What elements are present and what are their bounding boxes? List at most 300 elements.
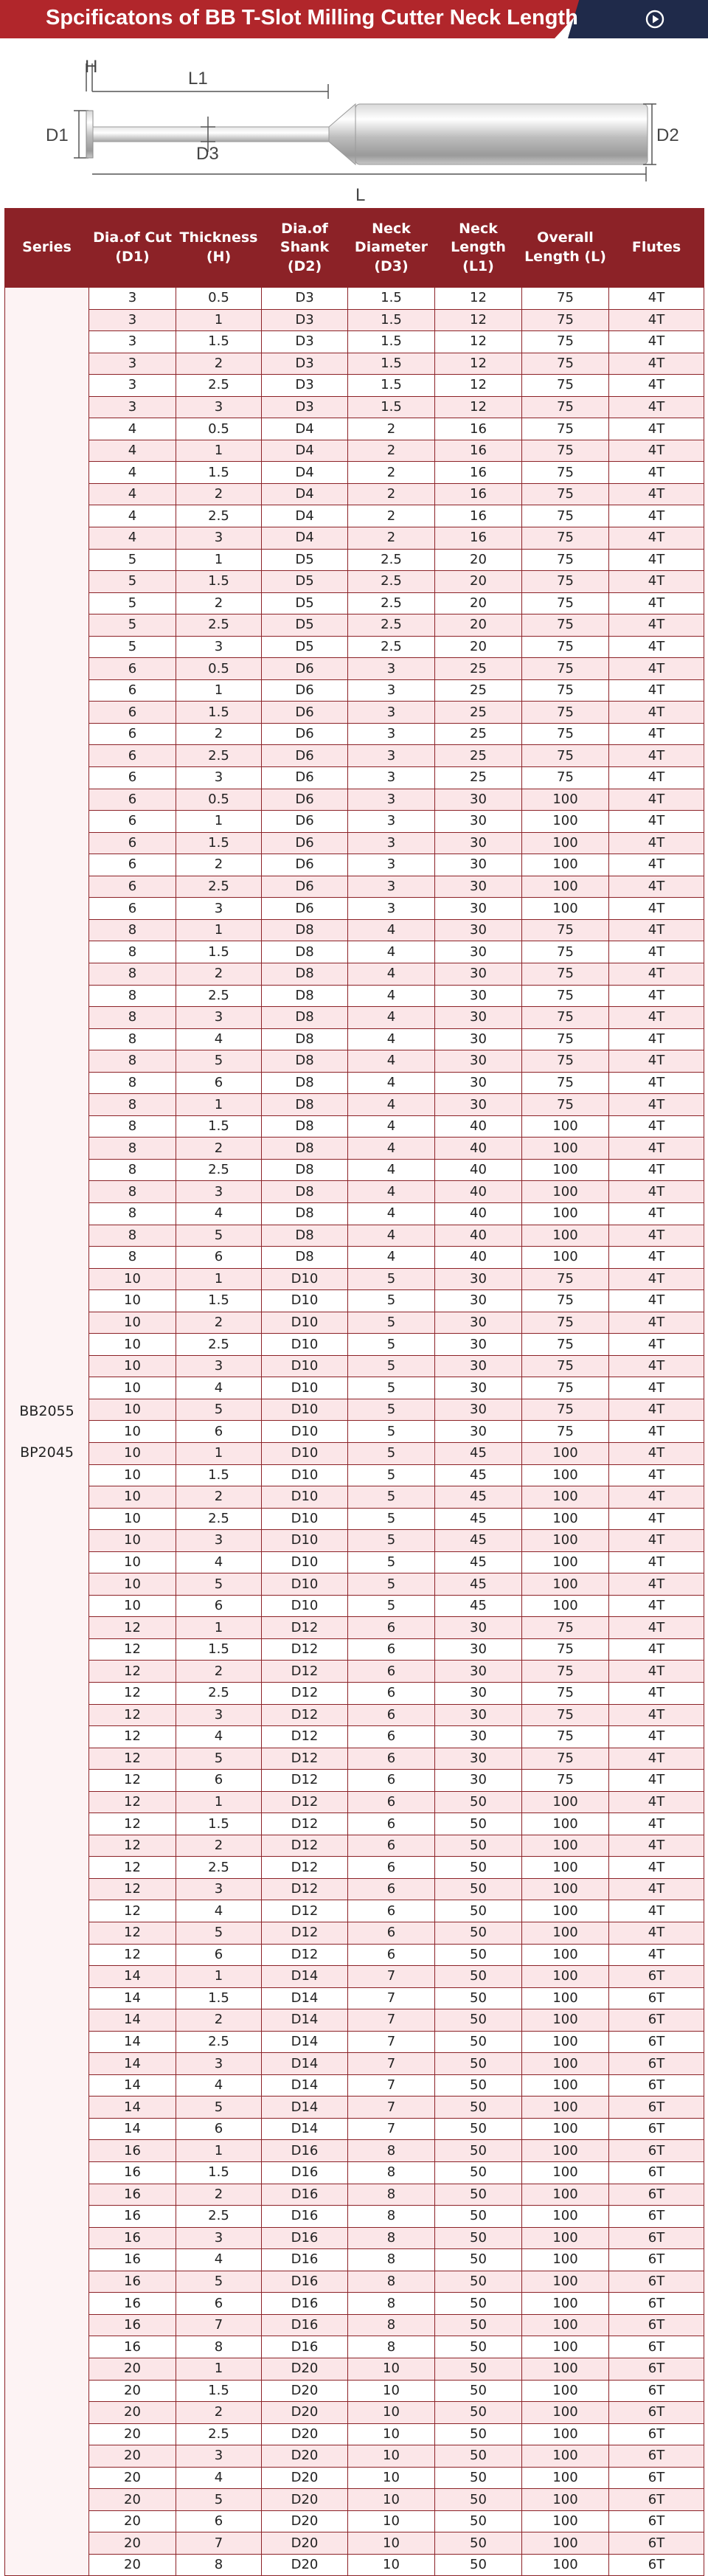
cell-neck-length: 20 — [435, 592, 522, 614]
cell-neck-diameter: 7 — [348, 2053, 435, 2075]
cell-neck-length: 50 — [435, 2271, 522, 2293]
cell-neck-diameter: 1.5 — [348, 353, 435, 375]
cell-neck-length: 30 — [435, 1355, 522, 1377]
cell-flutes: 4T — [609, 1421, 704, 1443]
cell-dia-of-cut: 8 — [89, 1072, 176, 1094]
cell-flutes: 4T — [609, 658, 704, 680]
cell-thickness: 0.5 — [176, 418, 262, 440]
series-label: BB2055 — [19, 1402, 74, 1419]
cell-flutes: 4T — [609, 1028, 704, 1050]
cell-neck-length: 30 — [435, 1748, 522, 1770]
cell-dia-of-cut: 12 — [89, 1922, 176, 1945]
cell-flutes: 4T — [609, 636, 704, 658]
cell-flutes: 6T — [609, 2554, 704, 2576]
cell-flutes: 4T — [609, 1900, 704, 1922]
cell-overall-length: 100 — [522, 1878, 609, 1900]
cell-neck-diameter: 10 — [348, 2402, 435, 2424]
cell-neck-diameter: 8 — [348, 2206, 435, 2228]
cell-dia-of-cut: 4 — [89, 505, 176, 527]
cell-neck-length: 50 — [435, 2249, 522, 2271]
cell-dia-of-cut: 12 — [89, 1704, 176, 1726]
cell-thickness: 1 — [176, 440, 262, 462]
cell-flutes: 6T — [609, 2140, 704, 2162]
table-row — [5, 1268, 704, 1290]
cell-thickness: 1.5 — [176, 2162, 262, 2184]
table-row — [5, 1377, 704, 1399]
cell-overall-length: 75 — [522, 1312, 609, 1334]
cell-thickness: 3 — [176, 2227, 262, 2249]
cell-dia-of-cut: 20 — [89, 2467, 176, 2489]
table-row — [5, 1421, 704, 1443]
cell-flutes: 4T — [609, 811, 704, 833]
cell-dia-of-cut: 8 — [89, 963, 176, 985]
cell-dia-of-cut: 6 — [89, 811, 176, 833]
table-row — [5, 2053, 704, 2075]
cell-neck-length: 40 — [435, 1247, 522, 1269]
cell-dia-of-cut: 12 — [89, 1638, 176, 1661]
cell-dia-of-shank: D12 — [262, 1704, 348, 1726]
table-row — [5, 1966, 704, 1988]
cell-neck-diameter: 3 — [348, 832, 435, 854]
cell-neck-length: 30 — [435, 1028, 522, 1050]
cell-dia-of-shank: D12 — [262, 1900, 348, 1922]
cell-dia-of-cut: 16 — [89, 2249, 176, 2271]
cell-thickness: 0.5 — [176, 789, 262, 811]
cell-dia-of-shank: D14 — [262, 2097, 348, 2119]
header-dia-of-cut: Dia.of Cut (D1) — [89, 209, 176, 288]
cell-overall-length: 100 — [522, 2510, 609, 2532]
cell-dia-of-cut: 6 — [89, 702, 176, 724]
cell-neck-length: 50 — [435, 1878, 522, 1900]
cell-overall-length: 100 — [522, 789, 609, 811]
table-row — [5, 1791, 704, 1813]
cell-dia-of-cut: 10 — [89, 1290, 176, 1312]
cell-dia-of-shank: D10 — [262, 1530, 348, 1552]
cell-overall-length: 75 — [522, 963, 609, 985]
cell-flutes: 6T — [609, 2380, 704, 2402]
cell-overall-length: 100 — [522, 1530, 609, 1552]
cell-dia-of-cut: 12 — [89, 1770, 176, 1792]
cell-neck-diameter: 4 — [348, 1028, 435, 1050]
cell-dia-of-shank: D20 — [262, 2358, 348, 2380]
cell-flutes: 4T — [609, 1072, 704, 1094]
cell-dia-of-cut: 10 — [89, 1377, 176, 1399]
cell-dia-of-shank: D3 — [262, 288, 348, 310]
cell-dia-of-shank: D6 — [262, 723, 348, 745]
table-row — [5, 2140, 704, 2162]
cell-dia-of-shank: D16 — [262, 2184, 348, 2206]
cell-neck-length: 50 — [435, 1900, 522, 1922]
cell-overall-length: 75 — [522, 1268, 609, 1290]
cell-dia-of-cut: 16 — [89, 2140, 176, 2162]
table-row — [5, 462, 704, 484]
cell-neck-length: 25 — [435, 723, 522, 745]
cell-flutes: 6T — [609, 1987, 704, 2009]
dimension-d1 — [46, 111, 88, 158]
cell-thickness: 1.5 — [176, 941, 262, 963]
cell-neck-diameter: 3 — [348, 658, 435, 680]
header-flutes: Flutes — [609, 209, 704, 288]
cell-overall-length: 75 — [522, 1704, 609, 1726]
title-banner — [0, 0, 708, 38]
table-row — [5, 375, 704, 397]
cell-dia-of-cut: 3 — [89, 309, 176, 331]
cell-neck-length: 40 — [435, 1138, 522, 1160]
cell-dia-of-shank: D20 — [262, 2489, 348, 2511]
cell-dia-of-shank: D4 — [262, 440, 348, 462]
cell-thickness: 1.5 — [176, 1813, 262, 1835]
cell-flutes: 4T — [609, 396, 704, 418]
cell-overall-length: 100 — [522, 2162, 609, 2184]
cell-dia-of-cut: 14 — [89, 2031, 176, 2053]
cell-thickness: 4 — [176, 1900, 262, 1922]
cell-neck-diameter: 6 — [348, 1922, 435, 1945]
cell-neck-length: 30 — [435, 1726, 522, 1748]
cell-overall-length: 100 — [522, 1813, 609, 1835]
cell-neck-diameter: 7 — [348, 2097, 435, 2119]
cell-dia-of-cut: 4 — [89, 440, 176, 462]
cell-dia-of-cut: 4 — [89, 418, 176, 440]
cell-overall-length: 100 — [522, 2358, 609, 2380]
cell-thickness: 3 — [176, 1355, 262, 1377]
cell-neck-length: 30 — [435, 1770, 522, 1792]
cell-dia-of-shank: D6 — [262, 789, 348, 811]
cell-neck-length: 50 — [435, 2206, 522, 2228]
cell-neck-diameter: 5 — [348, 1530, 435, 1552]
cell-dia-of-cut: 10 — [89, 1573, 176, 1596]
cell-flutes: 4T — [609, 1573, 704, 1596]
cell-overall-length: 75 — [522, 1683, 609, 1705]
cell-neck-diameter: 4 — [348, 1007, 435, 1029]
cell-dia-of-shank: D16 — [262, 2293, 348, 2315]
cell-overall-length: 75 — [522, 288, 609, 310]
cell-dia-of-cut: 12 — [89, 1617, 176, 1639]
cell-dia-of-shank: D20 — [262, 2445, 348, 2468]
cell-neck-length: 50 — [435, 2489, 522, 2511]
cell-neck-diameter: 8 — [348, 2184, 435, 2206]
cell-overall-length: 75 — [522, 1007, 609, 1029]
cell-neck-diameter: 4 — [348, 1202, 435, 1225]
cell-dia-of-cut: 3 — [89, 396, 176, 418]
cell-overall-length: 100 — [522, 1181, 609, 1203]
table-row — [5, 2554, 704, 2576]
table-row — [5, 1007, 704, 1029]
cell-flutes: 4T — [609, 723, 704, 745]
cell-neck-diameter: 1.5 — [348, 288, 435, 310]
cell-overall-length: 75 — [522, 462, 609, 484]
header-dia-of-shank: Dia.of Shank (D2) — [262, 209, 348, 288]
cell-overall-length: 100 — [522, 1138, 609, 1160]
cell-dia-of-shank: D12 — [262, 1770, 348, 1792]
cell-flutes: 6T — [609, 2118, 704, 2140]
table-row — [5, 941, 704, 963]
cell-thickness: 0.5 — [176, 658, 262, 680]
label-d3: D3 — [196, 144, 219, 164]
cell-neck-diameter: 6 — [348, 1813, 435, 1835]
cell-flutes: 4T — [609, 1638, 704, 1661]
cell-overall-length: 100 — [522, 832, 609, 854]
cell-flutes: 4T — [609, 832, 704, 854]
cell-flutes: 4T — [609, 1813, 704, 1835]
cell-flutes: 4T — [609, 1683, 704, 1705]
cell-dia-of-shank: D10 — [262, 1595, 348, 1617]
cell-neck-length: 40 — [435, 1225, 522, 1247]
cell-neck-diameter: 4 — [348, 1050, 435, 1073]
cell-dia-of-shank: D5 — [262, 549, 348, 571]
cell-dia-of-cut: 10 — [89, 1399, 176, 1421]
cell-flutes: 6T — [609, 2009, 704, 2032]
cell-thickness: 2.5 — [176, 1683, 262, 1705]
cell-overall-length: 75 — [522, 483, 609, 505]
cell-thickness: 6 — [176, 1595, 262, 1617]
cell-dia-of-shank: D10 — [262, 1355, 348, 1377]
cell-thickness: 1.5 — [176, 702, 262, 724]
cell-dia-of-cut: 5 — [89, 549, 176, 571]
cell-flutes: 6T — [609, 2314, 704, 2336]
table-row — [5, 2358, 704, 2380]
cell-thickness: 2.5 — [176, 1857, 262, 1879]
table-row — [5, 1726, 704, 1748]
cell-dia-of-cut: 10 — [89, 1334, 176, 1356]
series-cell — [5, 288, 89, 2576]
cell-neck-length: 30 — [435, 1704, 522, 1726]
cell-neck-diameter: 6 — [348, 1726, 435, 1748]
table-row — [5, 2118, 704, 2140]
table-row — [5, 2336, 704, 2358]
cell-neck-diameter: 5 — [348, 1595, 435, 1617]
cell-neck-diameter: 10 — [348, 2423, 435, 2445]
cell-flutes: 4T — [609, 1878, 704, 1900]
cell-overall-length: 75 — [522, 1290, 609, 1312]
cell-dia-of-shank: D5 — [262, 592, 348, 614]
cell-neck-diameter: 3 — [348, 898, 435, 920]
table-row — [5, 1028, 704, 1050]
header-thickness: Thickness (H) — [176, 209, 262, 288]
cell-dia-of-shank: D5 — [262, 636, 348, 658]
cell-dia-of-shank: D4 — [262, 527, 348, 550]
table-row — [5, 592, 704, 614]
cell-flutes: 4T — [609, 1442, 704, 1464]
cell-dia-of-shank: D20 — [262, 2532, 348, 2555]
cell-dia-of-cut: 8 — [89, 941, 176, 963]
cell-thickness: 6 — [176, 2510, 262, 2532]
cell-dia-of-cut: 8 — [89, 1007, 176, 1029]
cell-neck-diameter: 5 — [348, 1573, 435, 1596]
cell-neck-length: 50 — [435, 2402, 522, 2424]
cell-flutes: 4T — [609, 505, 704, 527]
cell-thickness: 5 — [176, 2097, 262, 2119]
cell-dia-of-cut: 8 — [89, 1050, 176, 1073]
cell-flutes: 4T — [609, 1726, 704, 1748]
cell-neck-diameter: 2.5 — [348, 636, 435, 658]
cell-neck-length: 30 — [435, 1050, 522, 1073]
cell-dia-of-shank: D10 — [262, 1421, 348, 1443]
cell-dia-of-shank: D10 — [262, 1377, 348, 1399]
cell-dia-of-shank: D10 — [262, 1464, 348, 1486]
cell-neck-length: 50 — [435, 1966, 522, 1988]
cell-thickness: 1.5 — [176, 1115, 262, 1138]
cell-dia-of-shank: D10 — [262, 1312, 348, 1334]
cell-overall-length: 75 — [522, 723, 609, 745]
cell-flutes: 4T — [609, 702, 704, 724]
cell-dia-of-cut: 8 — [89, 1181, 176, 1203]
cell-thickness: 6 — [176, 1421, 262, 1443]
cell-neck-diameter: 2 — [348, 462, 435, 484]
cell-dia-of-shank: D6 — [262, 898, 348, 920]
cell-neck-diameter: 6 — [348, 1770, 435, 1792]
cell-overall-length: 100 — [522, 1900, 609, 1922]
table-row — [5, 1225, 704, 1247]
cell-neck-diameter: 3 — [348, 789, 435, 811]
shank-shape — [355, 104, 648, 165]
table-row — [5, 2206, 704, 2228]
cell-overall-length: 100 — [522, 1922, 609, 1945]
cell-thickness: 3 — [176, 2445, 262, 2468]
cell-dia-of-cut: 8 — [89, 1094, 176, 1116]
cell-dia-of-cut: 12 — [89, 1683, 176, 1705]
table-row — [5, 1530, 704, 1552]
cell-overall-length: 75 — [522, 1377, 609, 1399]
cell-neck-length: 30 — [435, 1638, 522, 1661]
cell-overall-length: 100 — [522, 1247, 609, 1269]
table-row — [5, 288, 704, 310]
cell-overall-length: 100 — [522, 1442, 609, 1464]
cell-neck-diameter: 5 — [348, 1312, 435, 1334]
cell-thickness: 2 — [176, 1138, 262, 1160]
cell-flutes: 6T — [609, 2358, 704, 2380]
table-row — [5, 418, 704, 440]
cell-neck-length: 12 — [435, 375, 522, 397]
cell-neck-diameter: 10 — [348, 2489, 435, 2511]
cell-neck-diameter: 10 — [348, 2380, 435, 2402]
cell-flutes: 6T — [609, 2227, 704, 2249]
cell-flutes: 4T — [609, 1181, 704, 1203]
cell-thickness: 2 — [176, 1835, 262, 1857]
cell-neck-diameter: 8 — [348, 2271, 435, 2293]
cell-flutes: 4T — [609, 418, 704, 440]
cell-neck-length: 45 — [435, 1464, 522, 1486]
cell-flutes: 4T — [609, 1464, 704, 1486]
cell-thickness: 6 — [176, 1072, 262, 1094]
cell-neck-length: 12 — [435, 331, 522, 353]
table-row — [5, 2293, 704, 2315]
cell-dia-of-shank: D16 — [262, 2162, 348, 2184]
table-row — [5, 1878, 704, 1900]
table-row — [5, 1770, 704, 1792]
cell-dia-of-shank: D20 — [262, 2380, 348, 2402]
cell-overall-length: 100 — [522, 1225, 609, 1247]
cell-neck-diameter: 5 — [348, 1355, 435, 1377]
cell-thickness: 2 — [176, 1486, 262, 1509]
cell-overall-length: 75 — [522, 309, 609, 331]
cell-neck-length: 30 — [435, 985, 522, 1007]
cell-neck-length: 50 — [435, 2074, 522, 2097]
cell-thickness: 1 — [176, 679, 262, 702]
cell-dia-of-shank: D6 — [262, 876, 348, 898]
cell-neck-diameter: 6 — [348, 1900, 435, 1922]
cell-neck-diameter: 7 — [348, 1987, 435, 2009]
cell-overall-length: 75 — [522, 527, 609, 550]
cell-overall-length: 100 — [522, 2184, 609, 2206]
cell-dia-of-cut: 20 — [89, 2380, 176, 2402]
cell-dia-of-shank: D8 — [262, 963, 348, 985]
cell-neck-diameter: 2 — [348, 505, 435, 527]
cell-dia-of-shank: D12 — [262, 1683, 348, 1705]
cell-neck-length: 45 — [435, 1442, 522, 1464]
cell-overall-length: 75 — [522, 1028, 609, 1050]
cell-overall-length: 75 — [522, 1617, 609, 1639]
table-row — [5, 702, 704, 724]
cell-neck-length: 50 — [435, 1835, 522, 1857]
cell-dia-of-shank: D12 — [262, 1944, 348, 1966]
cell-neck-length: 30 — [435, 789, 522, 811]
table-row — [5, 396, 704, 418]
play-circle-icon[interactable] — [645, 10, 664, 29]
cell-dia-of-shank: D12 — [262, 1638, 348, 1661]
cell-neck-diameter: 7 — [348, 2031, 435, 2053]
cell-flutes: 4T — [609, 1290, 704, 1312]
cell-neck-diameter: 1.5 — [348, 396, 435, 418]
cell-flutes: 4T — [609, 1225, 704, 1247]
cell-neck-length: 25 — [435, 702, 522, 724]
cell-overall-length: 75 — [522, 636, 609, 658]
cell-thickness: 2 — [176, 1312, 262, 1334]
cell-overall-length: 100 — [522, 1551, 609, 1573]
cell-dia-of-cut: 14 — [89, 2097, 176, 2119]
cell-dia-of-cut: 3 — [89, 375, 176, 397]
cell-flutes: 6T — [609, 2097, 704, 2119]
table-row — [5, 1312, 704, 1334]
label-d1: D1 — [46, 125, 69, 145]
cell-flutes: 6T — [609, 2423, 704, 2445]
cell-dia-of-shank: D10 — [262, 1551, 348, 1573]
cell-neck-diameter: 4 — [348, 1181, 435, 1203]
cell-thickness: 2 — [176, 2184, 262, 2206]
cell-dia-of-shank: D12 — [262, 1791, 348, 1813]
cell-dia-of-shank: D16 — [262, 2249, 348, 2271]
cell-neck-length: 30 — [435, 1094, 522, 1116]
cell-overall-length: 100 — [522, 1508, 609, 1530]
cell-neck-length: 16 — [435, 483, 522, 505]
cell-neck-length: 30 — [435, 1683, 522, 1705]
cell-dia-of-cut: 10 — [89, 1355, 176, 1377]
cell-thickness: 2.5 — [176, 985, 262, 1007]
header-overall-length: Overall Length (L) — [522, 209, 609, 288]
cell-neck-diameter: 6 — [348, 1878, 435, 1900]
table-row — [5, 614, 704, 637]
cell-neck-diameter: 2 — [348, 418, 435, 440]
table-row — [5, 2162, 704, 2184]
cell-dia-of-cut: 8 — [89, 985, 176, 1007]
cell-overall-length: 100 — [522, 2445, 609, 2468]
cell-overall-length: 75 — [522, 549, 609, 571]
cell-flutes: 6T — [609, 2402, 704, 2424]
cell-overall-length: 100 — [522, 1573, 609, 1596]
cell-thickness: 4 — [176, 1726, 262, 1748]
cell-dia-of-shank: D6 — [262, 811, 348, 833]
cell-dia-of-cut: 6 — [89, 789, 176, 811]
cell-dia-of-cut: 8 — [89, 1202, 176, 1225]
cell-dia-of-cut: 10 — [89, 1508, 176, 1530]
cell-neck-diameter: 10 — [348, 2358, 435, 2380]
cell-dia-of-cut: 3 — [89, 331, 176, 353]
table-row — [5, 723, 704, 745]
cell-flutes: 4T — [609, 1312, 704, 1334]
cell-dia-of-shank: D16 — [262, 2206, 348, 2228]
cell-dia-of-cut: 16 — [89, 2206, 176, 2228]
cell-dia-of-cut: 14 — [89, 2053, 176, 2075]
cell-thickness: 5 — [176, 1225, 262, 1247]
